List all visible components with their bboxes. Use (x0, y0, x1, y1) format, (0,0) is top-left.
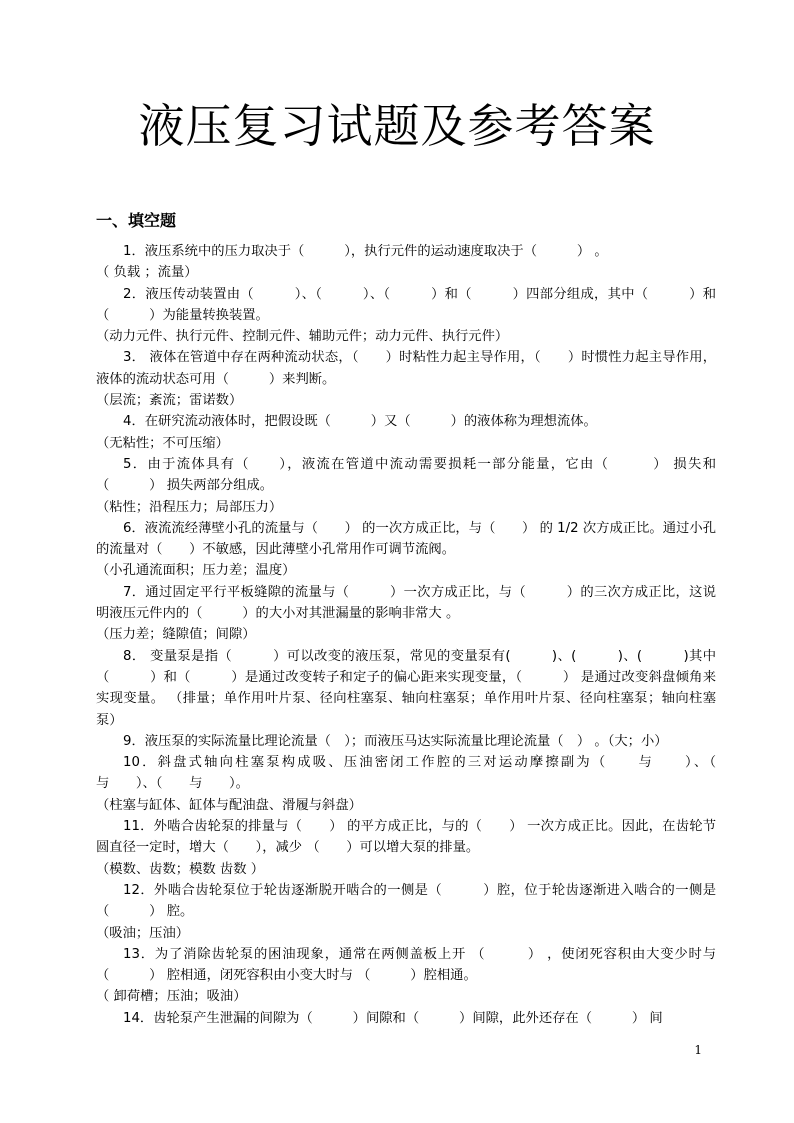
answer-text: （粘性；沿程压力；局部压力） (96, 499, 283, 515)
question-text: 3． 液体在管道中存在两种流动状态，（ ）时粘性力起主导作用，（ ）时惯性力起主导作用，液体的流动状态可用（ ）来判断。 (96, 350, 716, 387)
answer-text: （ 负载 ；流量） (96, 265, 198, 281)
question-text: 5．由于流体具有（ ），液流在管道中流动需要损耗一部分能量，它由（ ） 损失和（ ） 损失两部分组成。 (96, 456, 716, 494)
question-text: 12．外啮合齿轮泵位于轮齿逐渐脱开啮合的一侧是（ ）腔，位于轮齿逐渐进入啮合的一侧是（ ） 腔。 (96, 882, 716, 920)
question-text: 14．齿轮泵产生泄漏的间隙为（ ）间隙和（ ）间隙，此外还存在（ ） 间 (123, 1010, 663, 1026)
answer-text: （吸油；压油） (96, 925, 190, 941)
answer-text: （ 卸荷槽；压油；吸油） (96, 989, 247, 1005)
question-text: 2．液压传动装置由（ ）、（ ）、（ ）和（ ）四部分组成，其中（ ）和（ ）为能量转换装置。 (96, 286, 716, 323)
question-text: 9．液压泵的实际流量比理论流量（ ）；而液压马达实际流量比理论流量（ ） 。（大；小） (123, 733, 668, 749)
answer-text: （模数、齿数；模数 齿数 ） (96, 861, 265, 877)
page-title: 液压复习试题及参考答案 (138, 99, 656, 153)
section-heading: 一、填空题 (96, 211, 177, 230)
question-text: 8． 变量泵是指（ ）可以改变的液压泵，常见的变量泵有( )、( )、( )其中 （ ）和（ ）是通过改变转子和定子的偏心距来实现变量，（ ） 是通过改变斜盘倾角来实现变量。 （排量；单作用叶片泵、径向柱塞泵、轴向柱塞泵；单作用叶片泵、径向柱塞泵；轴向柱塞泵） (96, 648, 716, 728)
page-number: 1 (694, 1043, 702, 1057)
question-text: 7．通过固定平行平板缝隙的流量与（ ）一次方成正比，与（ ）的三次方成正比，这说明液压元件内的（ ）的大小对其泄漏量的影响非常大 。 (96, 584, 716, 622)
answer-text: （无粘性；不可压缩） (96, 435, 229, 451)
question-text: 13．为了消除齿轮泵的困油现象，通常在两侧盖板上开 （ ） ，使闭死容积由大变少时与（ ） 腔相通，闭死容积由小变大时与 （ ）腔相通。 (96, 946, 716, 984)
question-text: 4．在研究流动液体时，把假设既（ ）又（ ）的液体称为理想流体。 (123, 414, 597, 430)
question-text: 6．液流流经薄壁小孔的流量与（ ） 的一次方成正比，与（ ） 的 1/2 次方成正比。通过小孔的流量对（ ）不敏感，因此薄壁小孔常用作可调节流阀。 (96, 520, 716, 558)
question-list (96, 241, 743, 1029)
question-text: 11．外啮合齿轮泵的排量与（ ） 的平方成正比，与的（ ） 一次方成正比。因此，在齿轮节圆直径一定时，增大（ ），减少 （ ）可以增大泵的排量。 (96, 819, 716, 856)
question-text: 1．液压系统中的压力取决于（ ），执行元件的运动速度取决于（ ） 。 (123, 244, 608, 259)
answer-text: （柱塞与缸体、缸体与配油盘、滑履与斜盘） (96, 797, 362, 813)
answer-text: （动力元件、执行元件、控制元件、辅助元件；动力元件、执行元件） (96, 329, 509, 345)
answer-text: （层流；紊流；雷诺数） (96, 393, 243, 409)
answer-text: （小孔通流面积；压力差；温度） (96, 563, 296, 579)
answer-text: （压力差；缝隙值；间隙） (96, 627, 256, 643)
question-text: 10．斜盘式轴向柱塞泵构成吸、压油密闭工作腔的三对运动摩擦副为（ 与 ）、（ 与 ）、（ 与 ）。 (96, 755, 743, 792)
